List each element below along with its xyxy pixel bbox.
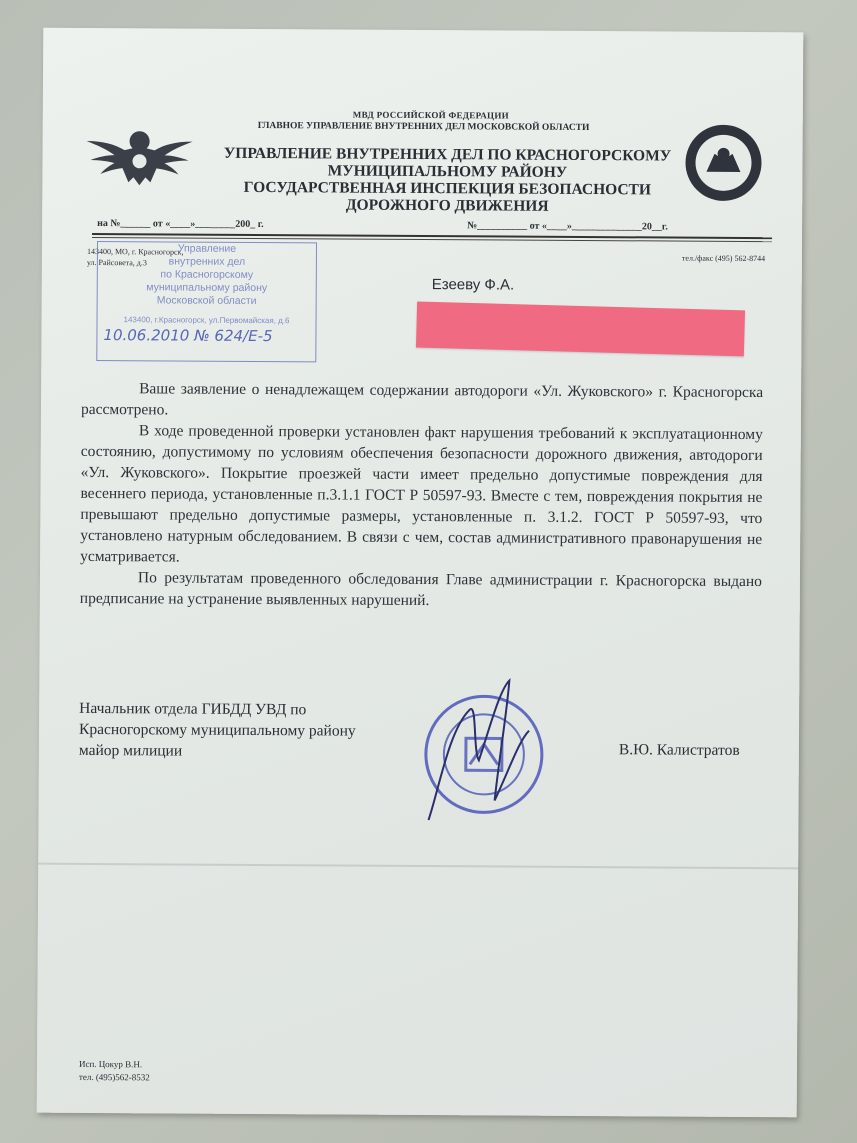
letter-paper xyxy=(37,28,804,1118)
stamp-registration-number: 10.06.2010 № 624/Е-5 xyxy=(103,326,273,346)
reference-left: на №______ от «____»________200_ г. xyxy=(97,218,264,231)
sender-phone: тел./факс (495) 562-8744 xyxy=(681,253,766,264)
executor-info xyxy=(79,1058,150,1084)
gibdd-emblem-icon xyxy=(682,122,764,204)
main-department: ГЛАВНОЕ УПРАВЛЕНИЕ ВНУТРЕННИХ ДЕЛ МОСКОВСКОЙ ОБЛАСТИ xyxy=(257,121,590,134)
redaction-sticker xyxy=(416,302,745,357)
department-title xyxy=(207,145,687,216)
signatory-name: В.Ю. Калистратов xyxy=(618,741,740,759)
stamp-line: муниципальному району xyxy=(146,281,268,295)
stamp-line: внутренних дел xyxy=(168,255,246,268)
eagle-emblem-icon xyxy=(82,123,197,199)
stamp-address: 143400, г.Красногорск, ул.Первомайская, д.6 xyxy=(123,315,290,326)
address-line: 143400, МО, г. Красногорск, xyxy=(86,246,184,257)
body-paragraph: Ваше заявление о ненадлежащем содержании автодороги «Ул. Жуковского» г. Красногорска рассмотрено. xyxy=(80,380,764,419)
position-line: Красногорскому муниципальному району xyxy=(78,720,356,740)
title-line: ГОСУДАРСТВЕННАЯ ИНСПЕКЦИЯ БЕЗОПАСНОСТИ xyxy=(243,178,652,199)
reference-right: №__________ от «____»______________20__г. xyxy=(467,220,668,233)
body-paragraph: В ходе проведенной проверки установлен факт нарушения требований к эксплуатационному состоянию, допустимому по условиям обеспечения безопасности дорожного движения, автодороги «Ул. Жуковского». Покрытие проезжей части имеет предельно допустимые повреждения для весеннего периода, установленные п.3.1.1 ГОСТ Р 50597-93. Вместе с тем, повреждения покрытия не превышают предельно допустимые размеры, установленные п. 3.1.2. ГОСТ Р 50597-93, что установлено натурным обследованием. В связи с чем, состав административного правонарушения не усматривается. xyxy=(80,422,763,566)
executor-phone: тел. (495)562-8532 xyxy=(78,1071,150,1083)
stamp-line: Московской области xyxy=(156,294,257,307)
recipient-name: Езееву Ф.А. xyxy=(431,276,515,294)
position-line: Начальник отдела ГИБДД УВД по xyxy=(79,699,307,719)
letter-body xyxy=(80,378,763,613)
title-line: УПРАВЛЕНИЕ ВНУТРЕННИХ ДЕЛ ПО КРАСНОГОРСКОМУ xyxy=(223,144,672,165)
body-paragraph: По результатам проведенного обследования Главе администрации г. Красногорска выдано предписание на устранение выявленных нарушений. xyxy=(79,569,763,610)
signatory-position xyxy=(79,698,356,763)
address-line: ул. Райсовета, д.3 xyxy=(86,257,147,268)
paper-fold xyxy=(38,863,798,870)
title-line: ДОРОЖНОГО ДВИЖЕНИЯ xyxy=(345,196,549,215)
stamp-line: Управление xyxy=(177,242,237,255)
registration-stamp xyxy=(96,241,317,362)
ministry-name: МВД РОССИЙСКОЙ ФЕДЕРАЦИИ xyxy=(352,109,510,121)
handwritten-signature xyxy=(398,670,539,831)
position-line: майор милиции xyxy=(78,741,183,760)
title-line: МУНИЦИПАЛЬНОМУ РАЙОНУ xyxy=(327,162,568,181)
executor-name: Исп. Цокур В.Н. xyxy=(78,1058,143,1070)
stamp-line: по Красногорскому xyxy=(160,268,254,281)
